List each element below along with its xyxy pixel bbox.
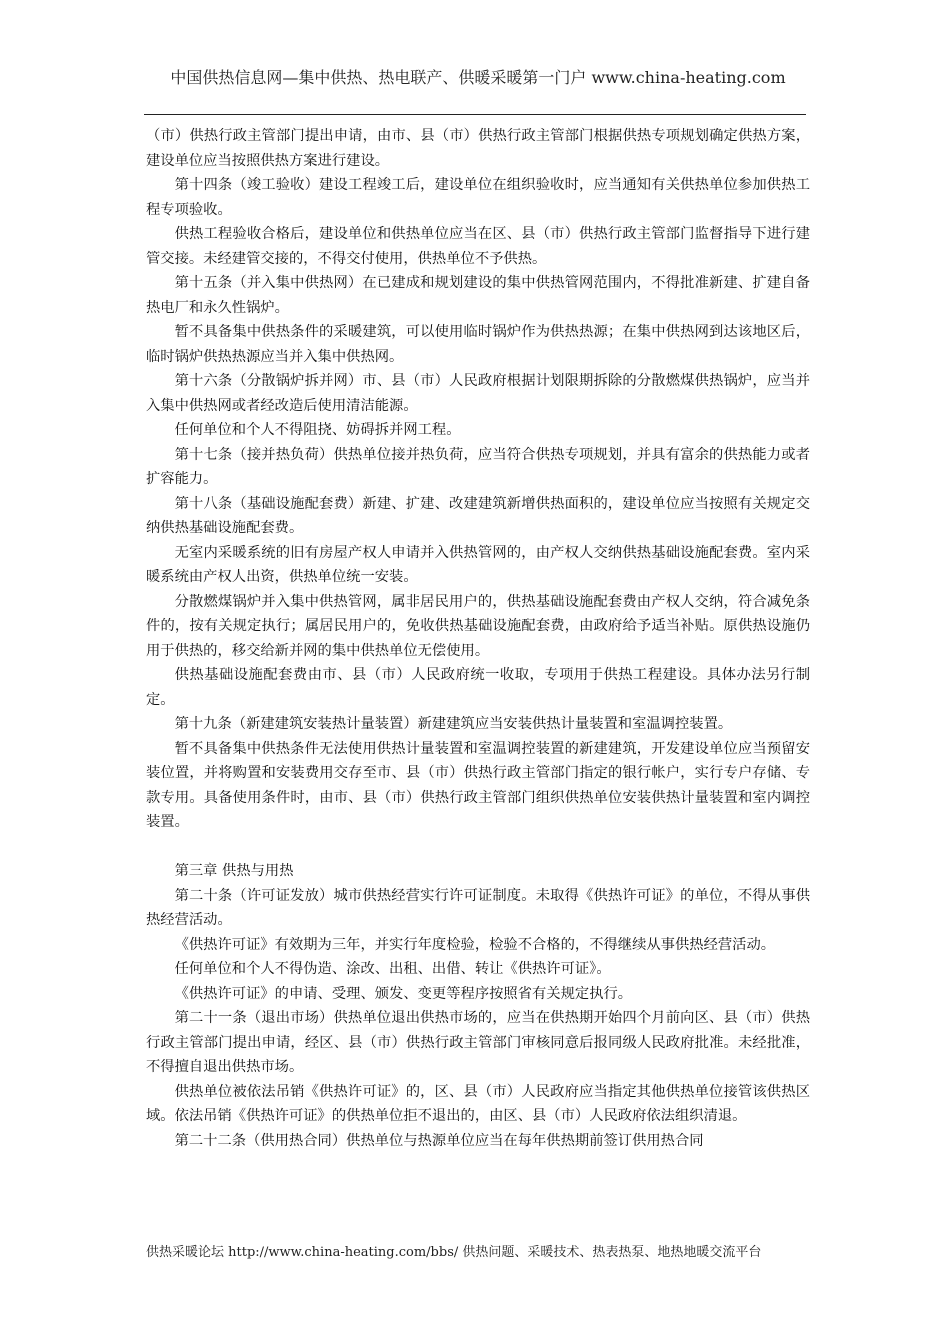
paragraph: 第十六条（分散锅炉拆并网）市、县（市）人民政府根据计划限期拆除的分散燃煤供热锅炉，应当并入集中供热网或者经改造后使用清洁能源。: [146, 373, 810, 414]
paragraph: 任何单位和个人不得阻挠、妨碍拆并网工程。: [174, 422, 461, 438]
paragraph: 第二十二条（供用热合同）供热单位与热源单位应当在每年供热期前签订供用热合同: [174, 1132, 704, 1149]
paragraph: 第二十条（许可证发放）城市供热经营实行许可证制度。未取得《供热许可证》的单位，不得从事供热经营活动。: [146, 887, 810, 928]
chapter-heading: 第三章 供热与用热: [174, 863, 294, 879]
page-footer: [146, 1244, 826, 1262]
paragraph: 第十七条（接并热负荷）供热单位接并热负荷，应当符合供热专项规划，并具有富余的供热能力或者扩容能力。: [146, 446, 810, 487]
header-divider: [144, 114, 806, 115]
paragraph: 供热基础设施配套费由市、县（市）人民政府统一收取，专项用于供热工程建设。具体办法另行制定。: [146, 667, 810, 708]
paragraph: 分散燃煤锅炉并入集中供热管网，属非居民用户的，供热基础设施配套费由产权人交纳，符合减免条件的，按有关规定执行；属居民用户的，免收供热基础设施配套费，由政府给予适当补贴。原供热设施仍用于供热的，移交给新并网的集中供热单位无偿使用。: [146, 593, 810, 659]
paragraph: 供热单位被依法吊销《供热许可证》的，区、县（市）人民政府应当指定其他供热单位接管该供热区域。依法吊销《供热许可证》的供热单位拒不退出的，由区、县（市）人民政府依法组织清退。: [146, 1083, 810, 1124]
paragraph: 第十四条（竣工验收）建设工程竣工后，建设单位在组织验收时，应当通知有关供热单位参加供热工程专项验收。: [146, 177, 810, 218]
footer-text: 供热采暖论坛 http://www.china-heating.com/bbs/ 供热问题、采暖技术、热表热泵、地热地暖交流平台: [146, 1245, 762, 1260]
paragraph: 第二十一条（退出市场）供热单位退出供热市场的，应当在供热期开始四个月前向区、县（市）供热行政主管部门提出申请，经区、县（市）供热行政主管部门审核同意后报同级人民政府批准。未经批准，不得擅自退出供热市场。: [146, 1010, 810, 1075]
paragraph: 《供热许可证》有效期为三年，并实行年度检验，检验不合格的，不得继续从事供热经营活动。: [174, 936, 776, 953]
paragraph: 第十九条（新建建筑安装热计量装置）新建建筑应当安装供热计量装置和室温调控装置。: [174, 716, 733, 732]
paragraph: 供热工程验收合格后，建设单位和供热单位应当在区、县（市）供热行政主管部门监督指导下进行建管交接。未经建管交接的，不得交付使用，供热单位不予供热。: [146, 226, 810, 267]
page-header: [150, 66, 806, 89]
paragraph: 第十八条（基础设施配套费）新建、扩建、改建建筑新增供热面积的，建设单位应当按照有关规定交纳供热基础设施配套费。: [146, 495, 810, 536]
paragraph: 暂不具备集中供热条件的采暖建筑，可以使用临时锅炉作为供热热源；在集中供热网到达该地区后，临时锅炉供热热源应当并入集中供热网。: [146, 324, 810, 365]
paragraph: 第十五条（并入集中供热网）在已建成和规划建设的集中供热管网范围内，不得批准新建、扩建自备热电厂和永久性锅炉。: [146, 275, 810, 316]
paragraph: 任何单位和个人不得伪造、涂改、出租、出借、转让《供热许可证》。: [174, 961, 611, 977]
paragraph: 《供热许可证》的申请、受理、颁发、变更等程序按照省有关规定执行。: [174, 985, 633, 1002]
document-body: [146, 124, 810, 1153]
header-title: 中国供热信息网—集中供热、热电联产、供暖采暖第一门户 www.china-heating.com: [170, 68, 786, 87]
paragraph: 暂不具备集中供热条件无法使用供热计量装置和室温调控装置的新建建筑，开发建设单位应当预留安装位置，并将购置和安装费用交存至市、县（市）供热行政主管部门指定的银行帐户，实行专户存储、专款专用。具备使用条件时，由市、县（市）供热行政主管部门组织供热单位安装供热计量装置和室内调控装置。: [146, 740, 810, 830]
paragraph: （市）供热行政主管部门提出申请，由市、县（市）供热行政主管部门根据供热专项规划确定供热方案，建设单位应当按照供热方案进行建设。: [146, 128, 810, 169]
paragraph: 无室内采暖系统的旧有房屋产权人申请并入供热管网的，由产权人交纳供热基础设施配套费。室内采暖系统由产权人出资，供热单位统一安装。: [146, 544, 810, 585]
